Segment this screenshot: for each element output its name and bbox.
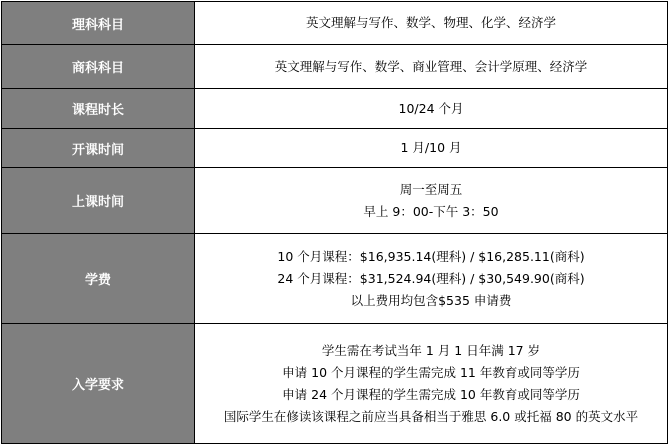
row-value [195,89,668,129]
row-class-time [2,168,668,234]
row-label: 入学要求 [2,324,195,444]
value-line: 英文理解与写作、数学、物理、化学、经济学 [305,15,556,30]
row-label: 商科科目 [2,45,195,89]
row-course-duration [2,89,668,129]
row-label: 学费 [2,234,195,324]
row-value [195,2,668,45]
value-line: 早上 9：00-下午 3：50 [363,203,499,219]
row-value [195,168,668,234]
row-value [195,45,668,89]
row-tuition [2,234,668,324]
row-value [195,234,668,324]
row-admission-requirements [2,324,668,444]
row-label: 课程时长 [2,89,195,129]
row-start-date [2,129,668,168]
value-line: 申请 24 个月课程的学生需完成 10 年教育或同等学历 [282,386,580,402]
value-line: 国际学生在修读该课程之前应当具备相当于雅思 6.0 或托福 80 的英文水平 [223,408,639,424]
value-line: 24 个月课程：$31,524.94(理科) / $30,549.90(商科) [277,270,585,286]
value-line: 1 月/10 月 [400,140,462,155]
row-business-subjects [2,45,668,89]
value-line: 10/24 个月 [398,100,464,116]
row-value [195,129,668,168]
value-line: 周一至周五 [399,181,463,197]
value-line: 10 个月课程：$16,935.14(理科) / $16,285.11(商科) [277,248,585,264]
value-line: 学生需在考试当年 1 月 1 日年满 17 岁 [321,342,541,358]
row-label: 上课时间 [2,168,195,234]
value-line: 英文理解与写作、数学、商业管理、会计学原理、经济学 [274,58,588,74]
row-science-subjects [2,2,668,45]
row-label: 理科科目 [2,2,195,45]
program-info-table [1,1,668,444]
row-value [195,324,668,444]
value-line: 以上费用均包含$535 申请费 [350,292,512,308]
value-line: 申请 10 个月课程的学生需完成 11 年教育或同等学历 [282,364,580,380]
row-label: 开课时间 [2,129,195,168]
